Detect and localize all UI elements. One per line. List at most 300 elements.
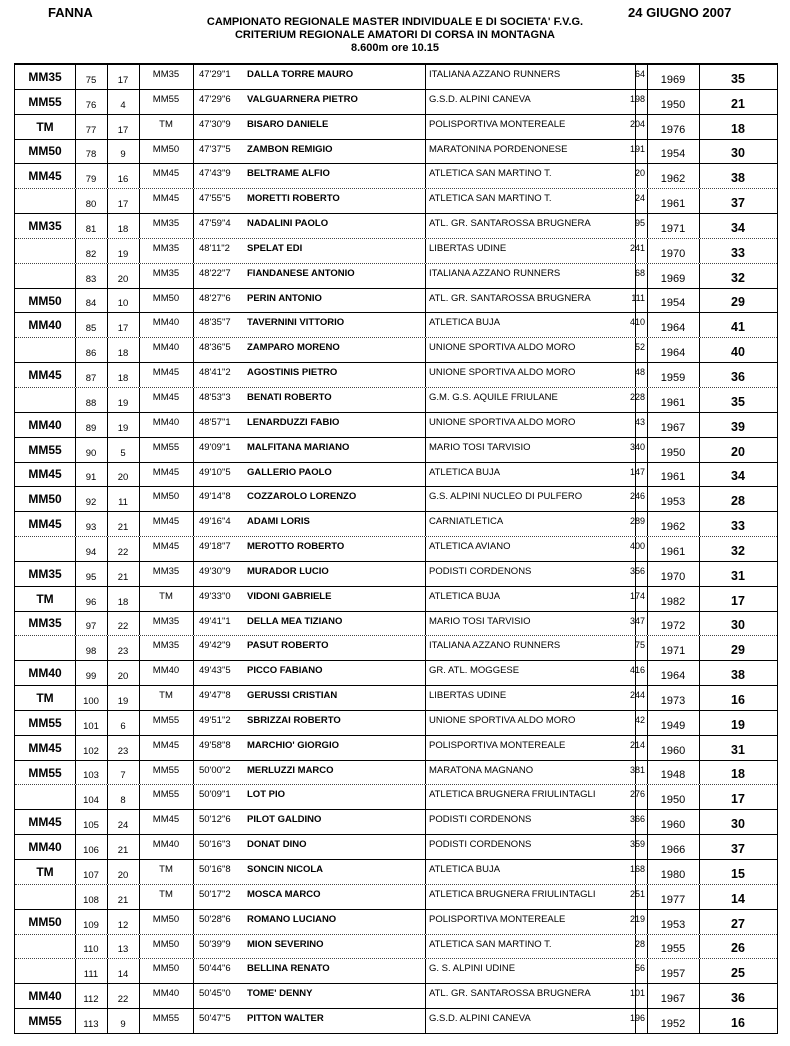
time-cell: 49'14"8 bbox=[199, 491, 231, 503]
column-divider bbox=[193, 65, 194, 89]
category-cell: MM55 bbox=[152, 789, 180, 801]
column-divider bbox=[193, 935, 194, 959]
time-cell: 47'30"9 bbox=[199, 118, 231, 130]
athlete-name-cell: MARCHIO' GIORGIO bbox=[247, 739, 339, 751]
bib-number-cell: 214 bbox=[629, 739, 645, 750]
overall-position-cell: 97 bbox=[85, 621, 97, 633]
overall-position-cell: 89 bbox=[85, 422, 97, 434]
athlete-name-cell: DALLA TORRE MAURO bbox=[247, 69, 354, 80]
title-line-2: CRITERIUM REGIONALE AMATORI DI CORSA IN MONTAGNA bbox=[234, 29, 555, 41]
club-cell: POLISPORTIVA MONTEREALE bbox=[429, 913, 566, 925]
bib-number-cell: 68 bbox=[634, 267, 645, 278]
birth-year-cell: 1964 bbox=[660, 670, 686, 683]
category-cell: MM35 bbox=[152, 565, 180, 577]
birth-year-cell: 1980 bbox=[660, 868, 686, 881]
points-cell: 35 bbox=[731, 394, 745, 409]
category-cell: MM45 bbox=[152, 168, 180, 180]
club-cell: G.M. G.S. AQUILE FRIULANE bbox=[429, 391, 558, 403]
bib-number-cell: 24 bbox=[634, 193, 645, 204]
athlete-name-cell: BISARO DANIELE bbox=[247, 118, 329, 130]
athlete-name-cell: PERIN ANTONIO bbox=[247, 292, 322, 304]
bib-number-cell: 219 bbox=[629, 913, 645, 924]
time-cell: 50'12"6 bbox=[199, 814, 231, 826]
birth-year-cell: 1964 bbox=[660, 347, 686, 360]
overall-position-cell: 104 bbox=[83, 795, 99, 807]
time-cell: 48'53"3 bbox=[199, 391, 231, 403]
club-cell: ITALIANA AZZANO RUNNERS bbox=[429, 640, 561, 652]
bib-number-cell: 381 bbox=[629, 764, 645, 775]
table-row bbox=[15, 984, 777, 1009]
club-cell: ATLETICA BRUGNERA FRIULINTAGLI bbox=[429, 789, 596, 801]
birth-year-cell: 1972 bbox=[660, 620, 686, 633]
column-divider bbox=[193, 860, 194, 884]
category-cell: TM bbox=[159, 590, 173, 602]
group-cell: MM50 bbox=[28, 914, 62, 929]
points-cell: 34 bbox=[731, 469, 745, 484]
column-divider bbox=[193, 1009, 194, 1033]
table-row bbox=[15, 810, 777, 835]
athlete-name-cell: SBRIZZAI ROBERTO bbox=[247, 714, 341, 726]
category-position-cell: 21 bbox=[117, 894, 129, 906]
time-cell: 47'43"9 bbox=[199, 168, 231, 180]
athlete-name-cell: ZAMBON REMIGIO bbox=[247, 143, 333, 155]
column-divider bbox=[193, 264, 194, 288]
group-cell: MM40 bbox=[28, 417, 62, 432]
group-cell: TM bbox=[36, 119, 54, 134]
category-cell: MM35 bbox=[152, 242, 180, 254]
club-cell: MARATONINA PORDENONESE bbox=[429, 143, 568, 155]
column-divider bbox=[193, 90, 194, 114]
time-cell: 47'59"4 bbox=[199, 218, 231, 230]
column-divider bbox=[193, 587, 194, 611]
time-cell: 49'16"4 bbox=[199, 516, 231, 528]
overall-position-cell: 107 bbox=[83, 869, 99, 881]
club-cell: ATLETICA SAN MARTINO T. bbox=[429, 193, 552, 205]
time-cell: 50'00"2 bbox=[199, 764, 231, 776]
club-cell: UNIONE SPORTIVA ALDO MORO bbox=[429, 714, 576, 726]
time-cell: 48'57"1 bbox=[199, 416, 231, 428]
group-cell bbox=[15, 338, 75, 362]
group-cell: MM40 bbox=[28, 840, 62, 855]
birth-year-cell: 1971 bbox=[660, 222, 686, 235]
time-cell: 49'18"7 bbox=[199, 541, 231, 553]
category-cell: MM45 bbox=[152, 193, 180, 205]
group-cell bbox=[15, 935, 75, 959]
category-position-cell: 7 bbox=[120, 770, 126, 782]
column-divider bbox=[193, 363, 194, 387]
birth-year-cell: 1962 bbox=[660, 521, 686, 534]
category-position-cell: 20 bbox=[117, 671, 129, 683]
group-cell: MM40 bbox=[28, 666, 62, 681]
column-divider bbox=[193, 338, 194, 362]
category-cell: TM bbox=[159, 118, 173, 130]
birth-year-cell: 1982 bbox=[660, 595, 686, 608]
bib-number-cell: 251 bbox=[629, 888, 645, 899]
bib-number-cell: 43 bbox=[634, 416, 645, 427]
points-cell: 25 bbox=[731, 966, 745, 981]
column-divider bbox=[193, 959, 194, 983]
category-cell: MM50 bbox=[152, 143, 180, 155]
points-cell: 30 bbox=[731, 618, 745, 633]
overall-position-cell: 96 bbox=[85, 596, 97, 608]
club-cell: PODISTI CORDENONS bbox=[429, 814, 532, 826]
athlete-name-cell: PILOT GALDINO bbox=[247, 814, 322, 826]
category-position-cell: 19 bbox=[117, 397, 129, 409]
category-position-cell: 24 bbox=[117, 820, 129, 832]
athlete-name-cell: MEROTTO ROBERTO bbox=[247, 541, 345, 553]
table-row bbox=[15, 140, 777, 165]
category-position-cell: 5 bbox=[120, 447, 126, 459]
time-cell: 49'47"8 bbox=[199, 690, 231, 702]
time-cell: 48'35"7 bbox=[199, 317, 231, 329]
athlete-name-cell: MOSCA MARCO bbox=[247, 888, 321, 900]
birth-year-cell: 1948 bbox=[660, 769, 686, 782]
athlete-name-cell: MALFITANA MARIANO bbox=[247, 441, 350, 453]
club-cell: ATLETICA AVIANO bbox=[429, 541, 511, 553]
category-position-cell: 19 bbox=[117, 422, 129, 434]
overall-position-cell: 76 bbox=[85, 99, 97, 111]
points-cell: 31 bbox=[731, 568, 745, 583]
bib-number-cell: 241 bbox=[629, 242, 645, 253]
column-divider bbox=[193, 214, 194, 238]
date-label: 24 GIUGNO 2007 bbox=[628, 5, 732, 20]
overall-position-cell: 86 bbox=[85, 348, 97, 360]
points-cell: 28 bbox=[731, 494, 745, 509]
table-row bbox=[15, 562, 777, 587]
time-cell: 50'39"9 bbox=[199, 938, 231, 950]
points-cell: 38 bbox=[731, 668, 745, 683]
category-position-cell: 21 bbox=[117, 845, 129, 856]
column-divider bbox=[193, 388, 194, 412]
points-cell: 29 bbox=[731, 295, 745, 310]
points-cell: 30 bbox=[731, 817, 745, 832]
overall-position-cell: 110 bbox=[83, 944, 99, 956]
points-cell: 37 bbox=[731, 842, 745, 856]
time-cell: 47'29"6 bbox=[199, 93, 231, 105]
athlete-name-cell: TAVERNINI VITTORIO bbox=[247, 317, 345, 329]
overall-position-cell: 79 bbox=[85, 174, 97, 186]
group-cell: MM55 bbox=[28, 715, 62, 730]
group-cell bbox=[15, 959, 75, 983]
category-position-cell: 18 bbox=[117, 223, 129, 235]
club-cell: ITALIANA AZZANO RUNNERS bbox=[429, 267, 561, 279]
column-divider bbox=[193, 661, 194, 685]
category-cell: MM40 bbox=[152, 416, 180, 428]
athlete-name-cell: VALGUARNERA PIETRO bbox=[247, 93, 358, 105]
points-cell: 14 bbox=[731, 891, 745, 906]
bib-number-cell: 174 bbox=[629, 590, 645, 601]
points-cell: 20 bbox=[731, 444, 745, 459]
athlete-name-cell: MERLUZZI MARCO bbox=[247, 764, 334, 776]
time-cell: 50'16"8 bbox=[199, 864, 231, 875]
group-cell: MM55 bbox=[28, 1013, 62, 1028]
column-divider bbox=[193, 910, 194, 934]
column-divider bbox=[193, 711, 194, 735]
bib-number-cell: 64 bbox=[634, 69, 645, 79]
bib-number-cell: 48 bbox=[634, 367, 645, 378]
points-cell: 19 bbox=[731, 717, 745, 732]
bib-number-cell: 147 bbox=[629, 466, 645, 477]
points-cell: 40 bbox=[731, 345, 745, 360]
category-position-cell: 19 bbox=[117, 695, 129, 707]
athlete-name-cell: BELLINA RENATO bbox=[247, 963, 330, 975]
column-divider bbox=[193, 562, 194, 586]
club-cell: G. S. ALPINI UDINE bbox=[429, 963, 516, 975]
overall-position-cell: 75 bbox=[85, 74, 97, 86]
category-position-cell: 14 bbox=[117, 969, 129, 981]
time-cell: 50'17"2 bbox=[199, 888, 231, 900]
birth-year-cell: 1953 bbox=[660, 496, 686, 509]
column-divider bbox=[193, 537, 194, 561]
category-position-cell: 22 bbox=[117, 994, 129, 1006]
time-cell: 48'41"2 bbox=[199, 367, 231, 379]
overall-position-cell: 92 bbox=[85, 497, 97, 509]
table-row bbox=[15, 1009, 777, 1034]
bib-number-cell: 168 bbox=[629, 864, 645, 874]
athlete-name-cell: NADALINI PAOLO bbox=[247, 218, 329, 230]
athlete-name-cell: ROMANO LUCIANO bbox=[247, 913, 337, 925]
category-cell: MM45 bbox=[152, 541, 180, 553]
group-cell: MM40 bbox=[28, 989, 62, 1004]
time-cell: 50'28"6 bbox=[199, 913, 231, 925]
bib-number-cell: 204 bbox=[629, 118, 645, 129]
group-cell: MM50 bbox=[28, 492, 62, 507]
bib-number-cell: 111 bbox=[631, 292, 645, 303]
category-cell: MM45 bbox=[152, 391, 180, 403]
birth-year-cell: 1967 bbox=[660, 993, 686, 1006]
club-cell: UNIONE SPORTIVA ALDO MORO bbox=[429, 342, 576, 354]
athlete-name-cell: FIANDANESE ANTONIO bbox=[247, 267, 355, 279]
column-divider bbox=[193, 636, 194, 660]
overall-position-cell: 109 bbox=[83, 919, 99, 931]
points-cell: 29 bbox=[731, 643, 745, 658]
club-cell: CARNIATLETICA bbox=[429, 516, 504, 528]
bib-number-cell: 101 bbox=[629, 988, 645, 999]
group-cell bbox=[15, 388, 75, 412]
overall-position-cell: 98 bbox=[85, 646, 97, 658]
group-cell: MM45 bbox=[28, 368, 62, 383]
table-row bbox=[15, 388, 777, 413]
category-position-cell: 17 bbox=[117, 199, 129, 211]
athlete-name-cell: ZAMPARO MORENO bbox=[247, 342, 340, 354]
category-position-cell: 10 bbox=[117, 298, 129, 310]
category-cell: MM55 bbox=[152, 1013, 180, 1025]
points-cell: 33 bbox=[731, 519, 745, 534]
birth-year-cell: 1969 bbox=[660, 73, 686, 86]
club-cell: PODISTI CORDENONS bbox=[429, 565, 532, 577]
birth-year-cell: 1949 bbox=[660, 719, 686, 732]
athlete-name-cell: ADAMI LORIS bbox=[247, 516, 310, 528]
table-row bbox=[15, 338, 777, 363]
points-cell: 16 bbox=[731, 692, 745, 707]
table-row bbox=[15, 885, 777, 910]
club-cell: G.S.D. ALPINI CANEVA bbox=[429, 93, 531, 105]
birth-year-cell: 1964 bbox=[660, 322, 686, 335]
athlete-name-cell: DONAT DINO bbox=[247, 839, 307, 851]
table-row bbox=[15, 313, 777, 338]
athlete-name-cell: SONCIN NICOLA bbox=[247, 864, 323, 875]
athlete-name-cell: PASUT ROBERTO bbox=[247, 640, 329, 652]
club-cell: G.S.D. ALPINI CANEVA bbox=[429, 1013, 531, 1025]
category-cell: MM35 bbox=[152, 218, 180, 230]
table-row bbox=[15, 90, 777, 115]
birth-year-cell: 1971 bbox=[660, 645, 686, 658]
birth-year-cell: 1962 bbox=[660, 173, 686, 186]
overall-position-cell: 111 bbox=[83, 969, 99, 981]
points-cell: 41 bbox=[731, 320, 745, 335]
group-cell: MM50 bbox=[28, 144, 62, 159]
category-cell: MM40 bbox=[152, 839, 180, 851]
category-position-cell: 6 bbox=[120, 720, 126, 732]
birth-year-cell: 1960 bbox=[660, 744, 686, 757]
column-divider bbox=[193, 736, 194, 760]
table-row bbox=[15, 214, 777, 239]
category-position-cell: 17 bbox=[117, 323, 129, 335]
birth-year-cell: 1961 bbox=[660, 396, 686, 409]
overall-position-cell: 101 bbox=[83, 720, 99, 732]
time-cell: 50'16"3 bbox=[199, 839, 231, 851]
club-cell: ATL. GR. SANTAROSSA BRUGNERA bbox=[429, 218, 591, 230]
category-cell: MM50 bbox=[152, 491, 180, 503]
time-cell: 49'41"1 bbox=[199, 615, 231, 627]
birth-year-cell: 1960 bbox=[660, 819, 686, 832]
group-cell: MM45 bbox=[28, 740, 62, 755]
points-cell: 15 bbox=[731, 866, 745, 881]
table-row bbox=[15, 537, 777, 562]
group-cell: MM35 bbox=[28, 69, 62, 84]
athlete-name-cell: PICCO FABIANO bbox=[247, 665, 323, 677]
time-cell: 48'27"6 bbox=[199, 292, 231, 304]
group-cell: MM50 bbox=[28, 293, 62, 308]
column-divider bbox=[193, 313, 194, 337]
category-cell: MM35 bbox=[152, 69, 180, 80]
table-row bbox=[15, 636, 777, 661]
birth-year-cell: 1954 bbox=[660, 148, 686, 161]
overall-position-cell: 106 bbox=[83, 845, 99, 856]
birth-year-cell: 1954 bbox=[660, 297, 686, 310]
athlete-name-cell: COZZAROLO LORENZO bbox=[247, 491, 357, 503]
group-cell: MM45 bbox=[28, 467, 62, 482]
category-cell: MM55 bbox=[152, 764, 180, 776]
bib-number-cell: 198 bbox=[629, 93, 645, 104]
table-row bbox=[15, 65, 777, 90]
athlete-name-cell: LENARDUZZI FABIO bbox=[247, 416, 340, 428]
table-row bbox=[15, 860, 777, 885]
category-position-cell: 13 bbox=[117, 944, 129, 956]
birth-year-cell: 1970 bbox=[660, 570, 686, 583]
category-cell: MM45 bbox=[152, 466, 180, 478]
bib-number-cell: 366 bbox=[629, 814, 645, 825]
club-cell: MARATONA MAGNANO bbox=[429, 764, 534, 776]
overall-position-cell: 94 bbox=[85, 546, 97, 558]
column-divider bbox=[193, 686, 194, 710]
athlete-name-cell: DELLA MEA TIZIANO bbox=[247, 615, 343, 627]
overall-position-cell: 82 bbox=[85, 248, 97, 260]
points-cell: 16 bbox=[731, 1015, 745, 1030]
table-row bbox=[15, 785, 777, 810]
table-row bbox=[15, 189, 777, 214]
club-cell: UNIONE SPORTIVA ALDO MORO bbox=[429, 367, 576, 379]
group-cell bbox=[15, 537, 75, 561]
category-cell: MM55 bbox=[152, 714, 180, 726]
time-cell: 50'47"5 bbox=[199, 1013, 231, 1025]
time-cell: 47'55"5 bbox=[199, 193, 231, 205]
bib-number-cell: 42 bbox=[634, 714, 645, 725]
time-cell: 49'09"1 bbox=[199, 441, 231, 453]
birth-year-cell: 1955 bbox=[660, 943, 686, 956]
overall-position-cell: 108 bbox=[83, 894, 99, 906]
column-divider bbox=[193, 189, 194, 213]
category-cell: MM40 bbox=[152, 665, 180, 677]
column-divider bbox=[193, 438, 194, 462]
athlete-name-cell: PITTON WALTER bbox=[247, 1013, 324, 1025]
table-row bbox=[15, 835, 777, 860]
table-row bbox=[15, 711, 777, 736]
column-divider bbox=[193, 885, 194, 909]
athlete-name-cell: MORETTI ROBERTO bbox=[247, 193, 340, 205]
time-cell: 48'11"2 bbox=[199, 242, 230, 254]
bib-number-cell: 28 bbox=[634, 938, 645, 949]
table-row bbox=[15, 935, 777, 960]
bib-number-cell: 95 bbox=[634, 218, 645, 229]
time-cell: 49'33"0 bbox=[199, 590, 231, 602]
club-cell: LIBERTAS UDINE bbox=[429, 690, 507, 702]
time-cell: 47'37"5 bbox=[199, 143, 231, 155]
athlete-name-cell: TOME' DENNY bbox=[247, 988, 313, 1000]
points-cell: 17 bbox=[731, 593, 745, 608]
group-cell: MM35 bbox=[28, 566, 62, 581]
category-position-cell: 12 bbox=[117, 919, 129, 931]
club-cell: ATL. GR. SANTAROSSA BRUGNERA bbox=[429, 988, 591, 1000]
category-cell: MM45 bbox=[152, 516, 180, 528]
bib-number-cell: 196 bbox=[629, 1013, 645, 1024]
table-row bbox=[15, 512, 777, 537]
overall-position-cell: 100 bbox=[83, 695, 99, 707]
category-position-cell: 8 bbox=[120, 795, 126, 807]
birth-year-cell: 1977 bbox=[660, 893, 686, 906]
overall-position-cell: 80 bbox=[85, 199, 97, 211]
location-label: FANNA bbox=[48, 5, 93, 20]
column-divider bbox=[193, 835, 194, 859]
points-cell: 27 bbox=[731, 916, 745, 931]
table-row bbox=[15, 363, 777, 388]
club-cell: POLISPORTIVA MONTEREALE bbox=[429, 739, 566, 751]
points-cell: 18 bbox=[731, 121, 745, 136]
group-cell bbox=[15, 189, 75, 213]
bib-number-cell: 340 bbox=[629, 441, 645, 452]
birth-year-cell: 1961 bbox=[660, 471, 686, 484]
category-cell: MM55 bbox=[152, 441, 180, 453]
bib-number-cell: 400 bbox=[629, 541, 645, 552]
club-cell: MARIO TOSI TARVISIO bbox=[429, 615, 531, 627]
column-divider bbox=[193, 785, 194, 809]
athlete-name-cell: BELTRAME ALFIO bbox=[247, 168, 330, 180]
birth-year-cell: 1953 bbox=[660, 918, 686, 931]
overall-position-cell: 85 bbox=[85, 323, 97, 335]
athlete-name-cell: GERUSSI CRISTIAN bbox=[247, 690, 338, 702]
group-cell bbox=[15, 885, 75, 909]
group-cell bbox=[15, 785, 75, 809]
column-divider bbox=[193, 984, 194, 1008]
points-cell: 17 bbox=[731, 792, 745, 807]
table-row bbox=[15, 736, 777, 761]
points-cell: 38 bbox=[731, 171, 745, 186]
table-row bbox=[15, 264, 777, 289]
overall-position-cell: 84 bbox=[85, 298, 97, 310]
category-cell: MM45 bbox=[152, 814, 180, 826]
athlete-name-cell: MION SEVERINO bbox=[247, 938, 324, 950]
birth-year-cell: 1952 bbox=[660, 1017, 686, 1030]
